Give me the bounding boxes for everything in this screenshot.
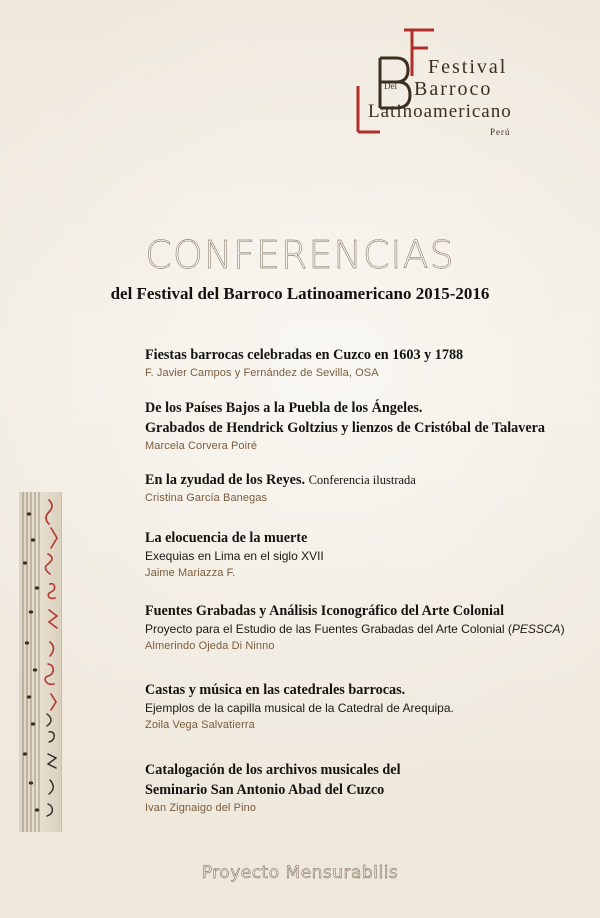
talk-item: [145, 528, 595, 581]
talk-subtitle-end: ): [560, 622, 565, 636]
talk-item: [145, 398, 595, 454]
talk-author: F. Javier Campos y Fernández de Sevilla, OSA: [145, 367, 379, 379]
talk-item: [145, 345, 595, 381]
logo-country: Perú: [490, 127, 511, 137]
talk-title: Castas y música en las catedrales barrocas.: [145, 682, 406, 698]
manuscript-graphic: [19, 492, 62, 832]
logo-barroco-word: Barroco: [414, 78, 493, 100]
talk-title: La elocuencia de la muerte: [145, 530, 308, 546]
page-subtitle: del Festival del Barroco Latinoamericano 2015-2016: [110, 284, 490, 303]
talk-item: [145, 760, 595, 816]
talk-author: Almerindo Ojeda Di Ninno: [145, 640, 275, 652]
talk-author: Marcela Corvera Poiré: [145, 440, 258, 452]
festival-logo: [340, 24, 570, 154]
talk-author: Jaime Mariazza F.: [145, 567, 236, 579]
talk-note: Conferencia ilustrada: [308, 473, 416, 487]
talk-item: [145, 680, 595, 733]
talk-author: Ivan Zignaigo del Pino: [145, 802, 257, 814]
manuscript-fragment-image: [19, 492, 62, 832]
talk-title-line2: Grabados de Hendrick Goltzius y lienzos de Cristóbal de Talavera: [145, 420, 546, 436]
talk-subtitle: Proyecto para el Estudio de las Fuentes Grabadas del Arte Colonial (: [145, 622, 512, 636]
talk-title: Fuentes Grabadas y Análisis Iconográfico del Arte Colonial: [145, 603, 505, 619]
talk-item: [145, 601, 595, 654]
talk-title-row: [145, 470, 595, 490]
talk-subtitle: Ejemplos de la capilla musical de la Catedral de Arequipa.: [145, 701, 454, 715]
talk-subtitle-acronym: PESSCA: [511, 622, 561, 636]
talk-title-line2: Seminario San Antonio Abad del Cuzco: [145, 782, 385, 798]
logo-festival-word: Festival: [428, 56, 508, 78]
footer-project-name: Proyecto Mensurabilis: [201, 863, 399, 883]
talk-title: En la zyudad de los Reyes.: [145, 472, 306, 488]
talk-title: Fiestas barrocas celebradas en Cuzco en 1603 y 1788: [145, 347, 464, 363]
talk-title-line1: Catalogación de los archivos musicales del: [145, 762, 401, 778]
logo-del-word: Del: [384, 81, 397, 91]
talk-author: Cristina García Banegas: [145, 492, 268, 504]
talk-subtitle: Exequias en Lima en el siglo XVII: [145, 549, 324, 563]
talk-subtitle-row: [145, 621, 595, 638]
logo-latinoamericano-word: Latinoamericano: [368, 101, 512, 122]
talk-title-line1: De los Países Bajos a la Puebla de los Ángeles.: [145, 400, 423, 416]
talk-item: [145, 470, 595, 506]
page-title: CONFERENCIAS: [145, 233, 455, 277]
talk-author: Zoila Vega Salvatierra: [145, 719, 255, 731]
